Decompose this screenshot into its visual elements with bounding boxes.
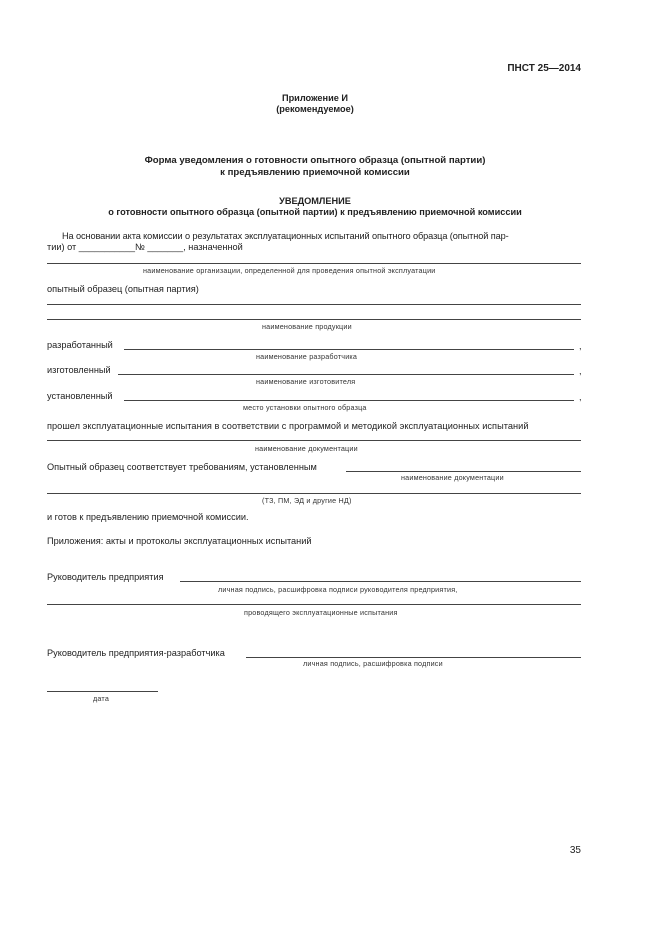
caption-date: дата: [93, 694, 110, 703]
document-code: ПНСТ 25—2014: [507, 63, 581, 74]
manufacturer-comma: ,: [579, 366, 582, 376]
caption-documentation-2: наименование документации: [401, 473, 504, 482]
intro-line1: На основании акта комиссии о результатах эксплуатационных испытаний опытного образца (опытной пар-: [62, 231, 509, 241]
appendix-title: Приложение И: [281, 93, 349, 103]
appendix-status: (рекомендуемое): [276, 104, 354, 114]
caption-developer: наименование разработчика: [256, 352, 358, 361]
developed-label: разработанный: [47, 340, 113, 350]
intro-line2: тии) от ___________№ _______, назначенной: [47, 242, 243, 252]
attachments-text: Приложения: акты и протоколы эксплуатационных испытаний: [47, 536, 312, 546]
caption-nd: (ТЗ, ПМ, ЭД и другие НД): [262, 496, 352, 505]
notice-heading: УВЕДОМЛЕНИЕ: [279, 196, 351, 206]
page-number: 35: [569, 845, 581, 856]
dev-head-label: Руководитель предприятия-разработчика: [47, 648, 225, 658]
ready-text: и готов к предъявлению приемочной комиссии.: [47, 512, 249, 522]
location-comma: ,: [579, 392, 582, 402]
form-title-line1: Форма уведомления о готовности опытного образца (опытной партии): [144, 155, 486, 166]
compliance-line[interactable]: [346, 471, 581, 472]
manufactured-label: изготовленный: [47, 365, 111, 375]
org-line[interactable]: [47, 263, 581, 264]
head-label: Руководитель предприятия: [47, 572, 164, 582]
date-line[interactable]: [47, 691, 158, 692]
installed-label: установленный: [47, 391, 113, 401]
manufacturer-line[interactable]: [118, 374, 574, 375]
form-title-line2: к предъявлению приемочной комиссии: [220, 167, 410, 178]
compliance-label: Опытный образец соответствует требованиям, установленным: [47, 462, 317, 472]
caption-location: место установки опытного образца: [243, 403, 367, 412]
nd-line[interactable]: [47, 493, 581, 494]
developer-comma: ,: [579, 341, 582, 351]
caption-product: наименование продукции: [262, 322, 352, 331]
dev-head-signature-line[interactable]: [246, 657, 581, 658]
caption-org: наименование организации, определенной для проведения опытной эксплуатации: [143, 266, 436, 275]
caption-manufacturer: наименование изготовителя: [256, 377, 356, 386]
caption-dev-head: личная подпись, расшифровка подписи: [303, 659, 443, 668]
caption-head-1: личная подпись, расшифровка подписи руководителя предприятия,: [218, 585, 458, 594]
documentation-line[interactable]: [47, 440, 581, 441]
notice-subheading: о готовности опытного образца (опытной партии) к предъявлению приемочной комиссии: [108, 207, 522, 217]
developer-line[interactable]: [124, 349, 574, 350]
caption-documentation: наименование документации: [255, 444, 358, 453]
caption-head-2: проводящего эксплуатационные испытания: [244, 608, 398, 617]
head-signature-line-2[interactable]: [47, 604, 581, 605]
tests-passed-text: прошел эксплуатационные испытания в соответствии с программой и методикой эксплуатационных испытаний: [47, 421, 529, 431]
product-line-1[interactable]: [47, 304, 581, 305]
location-line[interactable]: [124, 400, 574, 401]
head-signature-line[interactable]: [180, 581, 581, 582]
sample-label: опытный образец (опытная партия): [47, 284, 199, 294]
product-line-2[interactable]: [47, 319, 581, 320]
